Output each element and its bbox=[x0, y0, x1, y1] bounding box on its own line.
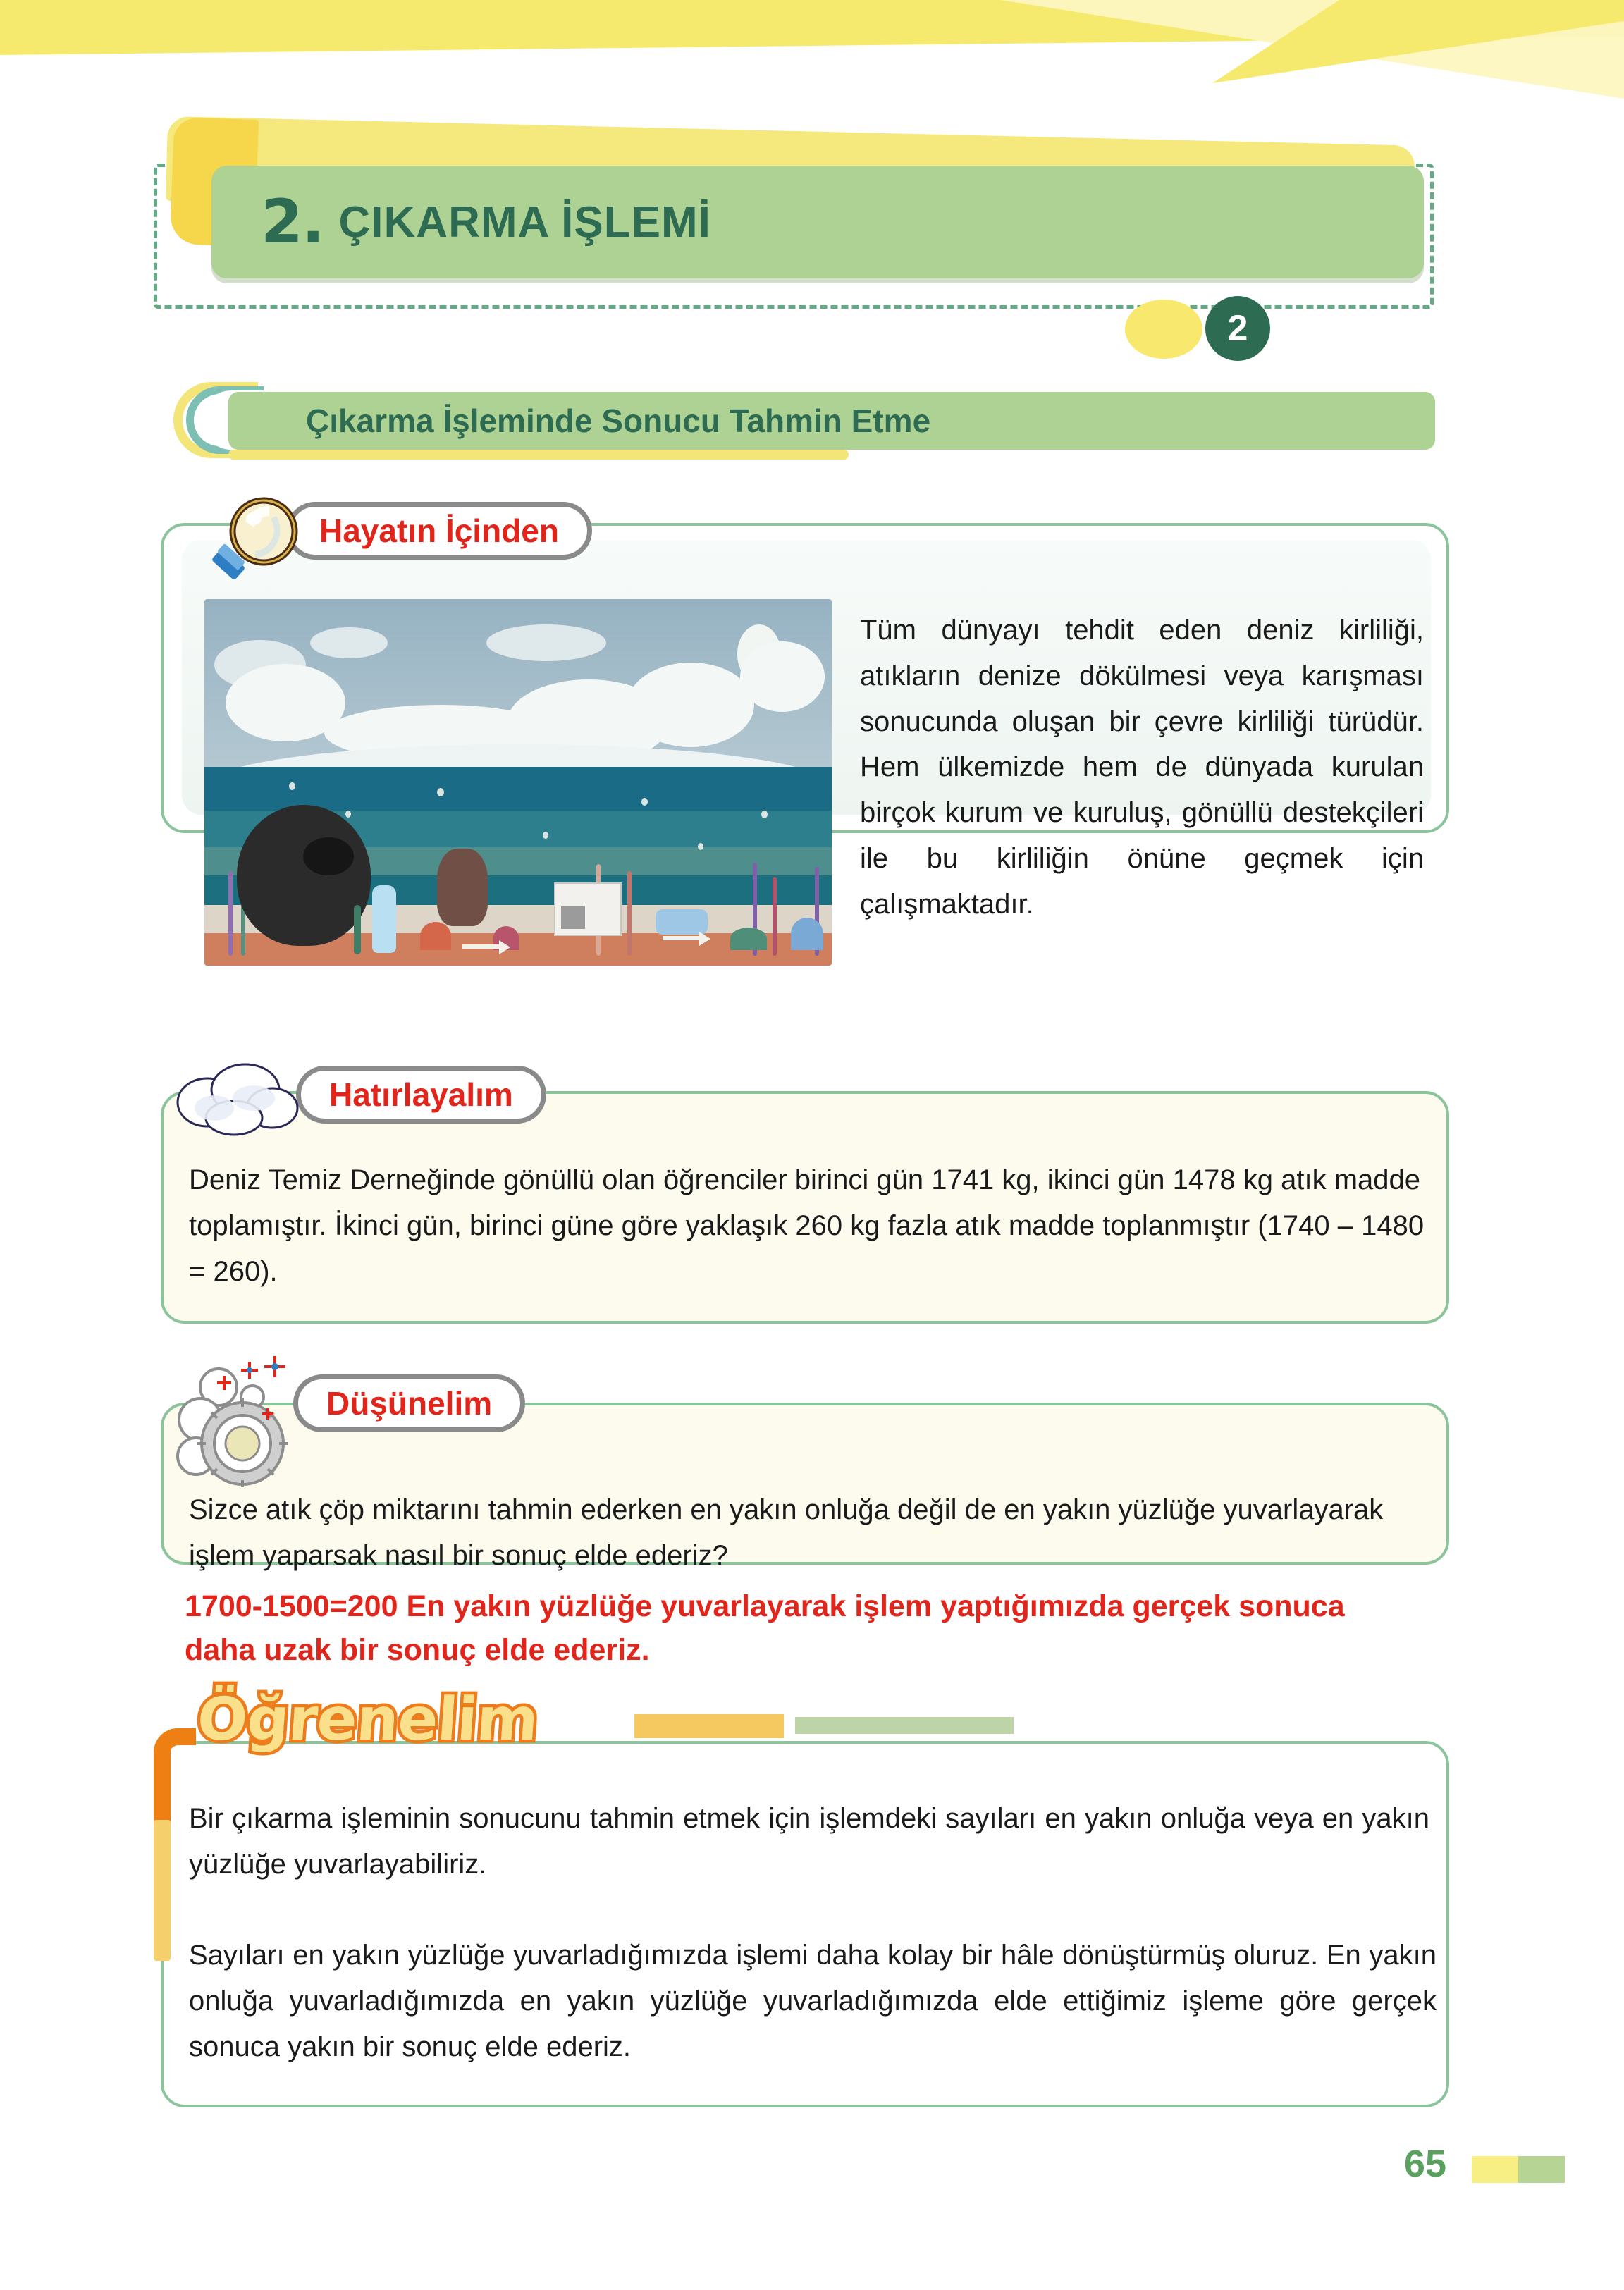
hayatin-icinden-paragraph: Tüm dünyayı tehdit eden deniz kirliliği, atıkların denize dökülmesi veya karışması sonucunda oluşan bir çevre kirliliği türüdür. Hem ülkemizde hem de dünyada kurulan birçok kurum ve kuruluş, gönüllü destekçileri ile bu kirliliğin önüne geçmek için çalışmaktadır. bbox=[860, 615, 1424, 920]
gears-icon bbox=[169, 1346, 310, 1487]
badge-oval-decor bbox=[1125, 300, 1202, 359]
ogrenelim-heading bbox=[197, 1685, 902, 1769]
subtitle-text: Çıkarma İşleminde Sonucu Tahmin Etme bbox=[306, 402, 931, 439]
coral bbox=[730, 928, 767, 950]
dusunelim-label-pill bbox=[293, 1374, 525, 1432]
fish-skeleton bbox=[462, 939, 515, 956]
chapter-number: 2. bbox=[261, 187, 324, 257]
coral bbox=[420, 922, 451, 950]
bubble bbox=[641, 798, 648, 806]
chapter-title-banner bbox=[211, 166, 1424, 278]
bubble bbox=[345, 811, 351, 818]
dusunelim-label: Düşünelim bbox=[326, 1385, 493, 1422]
footer-green-block bbox=[1518, 2156, 1565, 2183]
tire-hole bbox=[303, 837, 354, 875]
subtitle-underline bbox=[228, 450, 849, 460]
dusunelim-question: Sizce atık çöp miktarını tahmin ederken en yakın onluğa değil de en yakın yüzlüğe yuvarlayarak işlem yaparsak nasıl bir sonuç elde ederiz? bbox=[189, 1494, 1384, 1571]
cloud-shape bbox=[627, 663, 754, 747]
bubble bbox=[437, 788, 444, 796]
ogrenelim-paragraph-1: Bir çıkarma işleminin sonucunu tahmin etmek için işlemdeki sayıları en yakın onluğa veya en yakın yüzlüğe yuvarlayabiliriz. bbox=[189, 1803, 1429, 1880]
bubble bbox=[698, 843, 703, 850]
bubble bbox=[543, 832, 548, 839]
ogrenelim-label: Öğrenelim bbox=[195, 1685, 541, 1754]
green-plant bbox=[354, 905, 361, 954]
cloud-shape bbox=[740, 641, 825, 712]
page-title: ÇIKARMA İŞLEMİ bbox=[338, 197, 711, 247]
magnifier-icon bbox=[211, 495, 304, 588]
plastic-bag bbox=[437, 849, 488, 926]
coral bbox=[791, 918, 823, 950]
discarded-tire bbox=[237, 805, 371, 946]
hatirlayalim-label: Hatırlayalım bbox=[329, 1076, 513, 1113]
discarded-paper bbox=[554, 882, 622, 936]
page-number: 65 bbox=[1403, 2143, 1446, 2185]
hatirlayalim-label-pill bbox=[296, 1066, 546, 1124]
hayatin-icinden-label-pill bbox=[286, 502, 592, 560]
hayatin-icinden-label: Hayatın İçinden bbox=[319, 512, 559, 549]
thought-cloud-icon bbox=[175, 1059, 316, 1136]
subtitle-bar bbox=[173, 381, 1435, 460]
bubble bbox=[761, 811, 768, 818]
cloud-shape bbox=[310, 627, 388, 658]
seaweed bbox=[627, 871, 632, 956]
footer-yellow-block bbox=[1472, 2156, 1518, 2183]
subtitle-green-bar bbox=[228, 392, 1435, 450]
sea-pollution-illustration bbox=[204, 599, 832, 966]
fish-skeleton bbox=[663, 930, 715, 947]
ogrenelim-yellow-bar bbox=[154, 1820, 171, 1961]
cloud-shape bbox=[486, 624, 606, 661]
unit-badge: 2 bbox=[1205, 296, 1270, 361]
ogrenelim-paragraph-2: Sayıları en yakın yüzlüğe yuvarladığımızda işlemi daha kolay bir hâle dönüştürmüş oluruz. En yakın onluğa yuvarladığımızda en yakın yüzlüğe yuvarladığımızda elde ettiğimiz işleme göre gerçek sonuca yakın bir sonuç elde ederiz. bbox=[189, 1940, 1437, 2062]
seaweed bbox=[228, 871, 233, 956]
dusunelim-answer: 1700-1500=200 En yakın yüzlüğe yuvarlayarak işlem yaptığımızda gerçek sonuca daha uzak bir sonuç elde ederiz. bbox=[185, 1589, 1345, 1668]
bubble bbox=[289, 782, 295, 790]
plastic-bottle bbox=[372, 885, 396, 953]
hatirlayalim-paragraph: Deniz Temiz Derneğinde gönüllü olan öğrenciler birinci gün 1741 kg, ikinci gün 1478 kg atık madde toplamıştır. İkinci gün, birinci güne göre yaklaşık 260 kg fazla atık madde toplanmıştır (1740 – 1480 = 260). bbox=[189, 1164, 1425, 1287]
seaweed bbox=[773, 877, 777, 956]
